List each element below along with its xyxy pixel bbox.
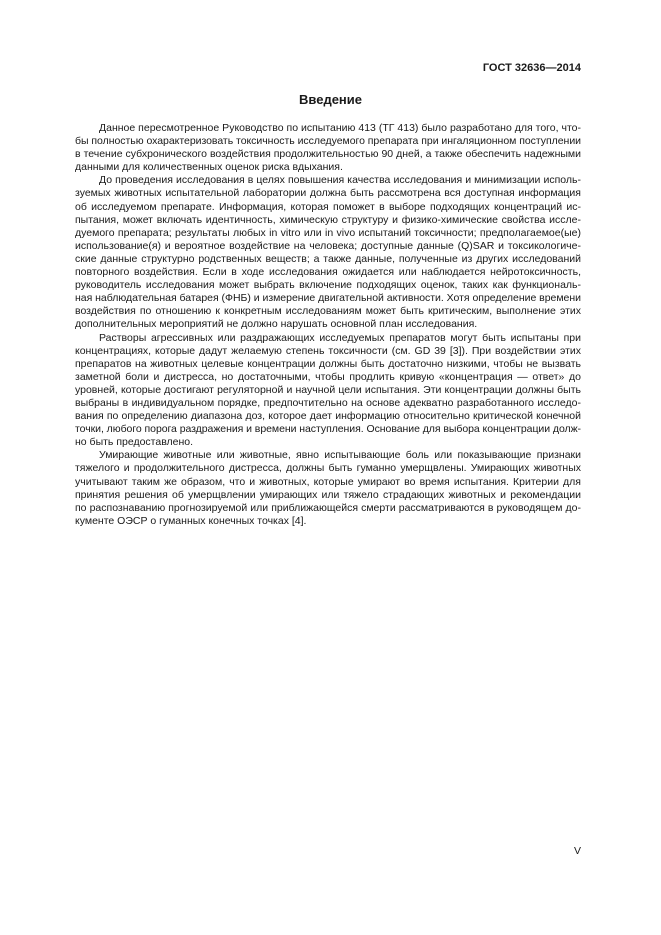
text-line: зуемых животных испытательной лаборатории должна быть рассмотрена вся доступная информация (75, 187, 581, 200)
section-title: Введение (299, 92, 362, 107)
text-line: концентрациях, которые дадут желаемую степень токсичности (см. GD 39 [3]). При воздействии этих (75, 344, 581, 357)
text-line: выбраны в индивидуальном порядке, предпочтительно на основе адекватно разработанного исследо- (75, 396, 581, 409)
paragraph (75, 449, 581, 528)
text-line: препаратов на животных целевые концентрации должны быть достаточно низкими, чтобы не вызвать (75, 357, 581, 370)
paragraph (75, 174, 581, 331)
text-line: бы полностью охарактеризовать токсичность исследуемого препарата при ингаляционном поступлении (75, 135, 581, 148)
text-line: но быть предоставлено. (75, 436, 194, 449)
document-code: ГОСТ 32636—2014 (482, 62, 581, 74)
text-line: уровней, которые достигают регуляторной и научной цели испытания. Эти концентрации должны быть (75, 383, 581, 396)
paragraph (75, 122, 581, 174)
text-line: данными для количественных оценок риска вдыхания. (75, 161, 343, 174)
text-line: дуемого препарата; результаты любых in vitro или in vivo испытаний токсичности; предполагаемое(ые) (75, 226, 581, 239)
text-line: дополнительных мероприятий не должно нарушать основной план исследования. (75, 318, 478, 331)
text-line: заметной боли и дистресса, но достаточными, чтобы продлить кривую «концентрация — ответ» до (75, 370, 581, 383)
text-line: Растворы агрессивных или раздражающих исследуемых препаратов могут быть испытаны при (99, 331, 581, 344)
text-line: об исследуемом препарате. Информация, которая поможет в выборе подходящих концентраций ис- (75, 200, 581, 213)
text-line: в течение субхронического воздействия продолжительностью 90 дней, а также обеспечить надежными (75, 148, 581, 161)
text-line: Данное пересмотренное Руководство по испытанию 413 (ТГ 413) было разработано для того, что- (99, 122, 581, 134)
text-line: тяжелого и продолжительного дистресса, должны быть гуманно умерщвлены. Умирающих животных (75, 462, 581, 475)
body-text (75, 122, 581, 528)
text-line: вания по определению диапазона доз, которое дает информацию относительно критической конечной (75, 410, 581, 423)
text-line: Умирающие животные или животные, явно испытывающие боль или показывающие признаки (99, 449, 581, 462)
page-number: V (573, 845, 581, 857)
text-line: руководитель исследования может выбрать включение подходящих оценок, таких как функциональ- (75, 279, 581, 292)
text-line: воздействия по отношению к конкретным исследованиям может быть критическим, выполнение этих (75, 305, 581, 318)
text-line: ские данные структурно родственных веществ; а также данные, полученные из других исследований (75, 252, 581, 265)
text-line: повторного воздействия. Если в ходе исследования ожидается или наблюдается нейротоксичность, (75, 266, 581, 279)
text-line: по распознаванию прогнозируемой или приближающейся смерти рассматриваются в руководящем до- (75, 501, 581, 514)
text-line: пытания, может включать идентичность, химическую структуру и физико-химические свойства иссле- (75, 213, 581, 226)
text-line: ная наблюдательная батарея (ФНБ) и измерение двигательной активности. Хотя определение времени (75, 292, 581, 305)
text-line: До проведения исследования в целях повышения качества исследования и минимизации исполь- (99, 174, 581, 187)
text-line: использование(я) и вероятное воздействие на человека; доступные данные (Q)SAR и токсикологиче- (75, 239, 581, 252)
text-line: учитывают таким же образом, что и животных, которые умирают во время испытания. Критерии для (75, 475, 581, 488)
paragraph (75, 332, 581, 450)
text-line: кументе ОЭСР о гуманных конечных точках [4]. (75, 514, 307, 527)
text-line: точки, любого порога раздражения и времени наступления. Основание для выбора концентрации долж- (75, 423, 581, 436)
text-line: принятия решения об умерщвлении умирающих или тяжело страдающих животных и рекомендации (75, 488, 581, 501)
